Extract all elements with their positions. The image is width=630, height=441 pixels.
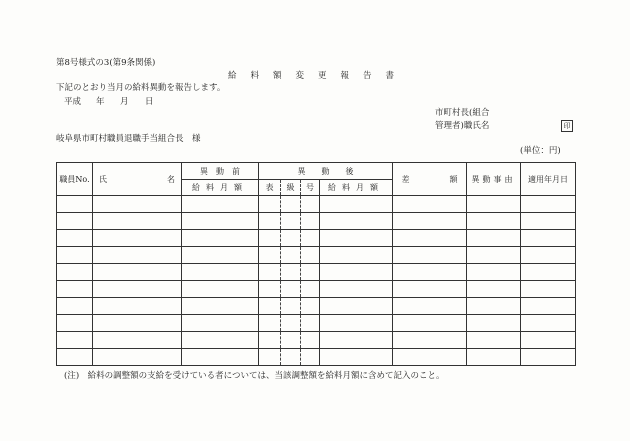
table-cell [93, 315, 182, 332]
table-cell [301, 349, 320, 366]
footnote: (注) 給料の調整額の支給を受けている者については、当該調整額を給料月額に含めて記入のこと。 [64, 371, 445, 381]
table-cell [467, 247, 521, 264]
table-cell [182, 196, 259, 213]
table-cell [467, 213, 521, 230]
table-cell [320, 196, 393, 213]
table-cell [281, 315, 301, 332]
addressee: 岐阜県市町村職員退職手当組合長 様 [56, 134, 201, 144]
table-cell [182, 264, 259, 281]
table-cell [467, 264, 521, 281]
header-after: 異 動 後 [259, 163, 393, 180]
header-before: 異 動 前 [182, 163, 259, 180]
table-cell [281, 281, 301, 298]
document-title: 給料額変更報告書 [228, 71, 409, 81]
table-cell [301, 264, 320, 281]
table-cell [301, 332, 320, 349]
table-cell [259, 213, 281, 230]
table-cell [259, 230, 281, 247]
table-cell [393, 213, 467, 230]
table-cell [320, 281, 393, 298]
header-difference: 差 額 [393, 163, 467, 196]
date-month: 月 [120, 97, 129, 107]
table-cell [301, 196, 320, 213]
table-cell [93, 247, 182, 264]
table-cell [281, 196, 301, 213]
salary-change-table [56, 162, 576, 366]
table-cell [281, 230, 301, 247]
table-cell [57, 230, 93, 247]
table-cell [467, 332, 521, 349]
header-salary-after: 給料月額 [320, 180, 393, 196]
table-cell [93, 332, 182, 349]
table-cell [467, 315, 521, 332]
table-cell [259, 196, 281, 213]
table-cell [57, 264, 93, 281]
header-grade-col: 級 [281, 180, 301, 196]
table-cell [467, 298, 521, 315]
table-cell [521, 281, 576, 298]
table-cell [521, 349, 576, 366]
unit-label: (単位：円) [520, 146, 561, 156]
header-staff-no: 職員No. [57, 163, 93, 196]
table-cell [320, 332, 393, 349]
table-cell [57, 315, 93, 332]
table-cell [182, 281, 259, 298]
table-row [57, 298, 576, 315]
table-cell [301, 315, 320, 332]
date-day: 日 [145, 97, 154, 107]
table-row [57, 281, 576, 298]
table-row [57, 196, 576, 213]
table-cell [182, 349, 259, 366]
form-number: 第8号様式の3(第9条関係) [56, 58, 156, 68]
table-cell [259, 298, 281, 315]
table-cell [467, 196, 521, 213]
table-cell [393, 298, 467, 315]
table-cell [320, 349, 393, 366]
table-cell [320, 213, 393, 230]
table-cell [521, 298, 576, 315]
table-row [57, 332, 576, 349]
table-cell [259, 281, 281, 298]
table-cell [393, 264, 467, 281]
header-table-col: 表 [259, 180, 281, 196]
table-cell [320, 298, 393, 315]
table-cell [521, 230, 576, 247]
table-cell [393, 332, 467, 349]
table-cell [57, 247, 93, 264]
date-year: 年 [96, 97, 105, 107]
header-step-col: 号 [301, 180, 320, 196]
table-row [57, 349, 576, 366]
table-cell [467, 349, 521, 366]
table-cell [320, 264, 393, 281]
table-cell [182, 213, 259, 230]
table-cell [521, 332, 576, 349]
table-cell [93, 230, 182, 247]
table-cell [281, 264, 301, 281]
table-cell [182, 247, 259, 264]
table-cell [259, 247, 281, 264]
seal-mark: 印 [561, 120, 573, 132]
table-cell [93, 264, 182, 281]
table-cell [301, 247, 320, 264]
table-cell [281, 332, 301, 349]
table-row [57, 213, 576, 230]
table-cell [320, 315, 393, 332]
table-cell [93, 349, 182, 366]
table-cell [393, 196, 467, 213]
table-cell [320, 247, 393, 264]
table-cell [467, 281, 521, 298]
table-cell [57, 196, 93, 213]
table-cell [259, 349, 281, 366]
table-cell [57, 349, 93, 366]
table-row [57, 315, 576, 332]
table-cell [281, 349, 301, 366]
sender-line-1: 市町村長(組合 [435, 108, 490, 118]
table-cell [93, 281, 182, 298]
table-row [57, 247, 576, 264]
table-cell [281, 213, 301, 230]
table-cell [467, 230, 521, 247]
table-cell [301, 230, 320, 247]
table-cell [521, 196, 576, 213]
table-cell [521, 247, 576, 264]
date-era: 平成 [64, 97, 82, 107]
header-reason: 異動事由 [467, 163, 521, 196]
table-cell [57, 298, 93, 315]
table-cell [393, 281, 467, 298]
table-cell [182, 298, 259, 315]
table-cell [259, 315, 281, 332]
table-cell [521, 264, 576, 281]
header-effective-date: 適用年月日 [521, 163, 576, 196]
table-cell [281, 298, 301, 315]
table-cell [393, 349, 467, 366]
table-cell [301, 298, 320, 315]
table-cell [259, 332, 281, 349]
table-cell [93, 213, 182, 230]
table-cell [93, 298, 182, 315]
header-name: 氏 名 [93, 163, 182, 196]
table-cell [57, 332, 93, 349]
table-cell [521, 315, 576, 332]
table-cell [57, 213, 93, 230]
table-cell [393, 230, 467, 247]
table-cell [393, 315, 467, 332]
header-salary-before: 給料月額 [182, 180, 259, 196]
intro-text: 下記のとおり当月の給料異動を報告します。 [56, 83, 226, 93]
sender-line-2: 管理者)職氏名 [435, 121, 490, 131]
table-row [57, 230, 576, 247]
table-cell [320, 230, 393, 247]
table-cell [182, 332, 259, 349]
table-cell [182, 315, 259, 332]
table-cell [93, 196, 182, 213]
table-cell [281, 247, 301, 264]
table-cell [301, 213, 320, 230]
table-cell [259, 264, 281, 281]
table-cell [393, 247, 467, 264]
table-cell [301, 281, 320, 298]
table-row [57, 264, 576, 281]
table-cell [182, 230, 259, 247]
table-cell [521, 213, 576, 230]
table-cell [57, 281, 93, 298]
